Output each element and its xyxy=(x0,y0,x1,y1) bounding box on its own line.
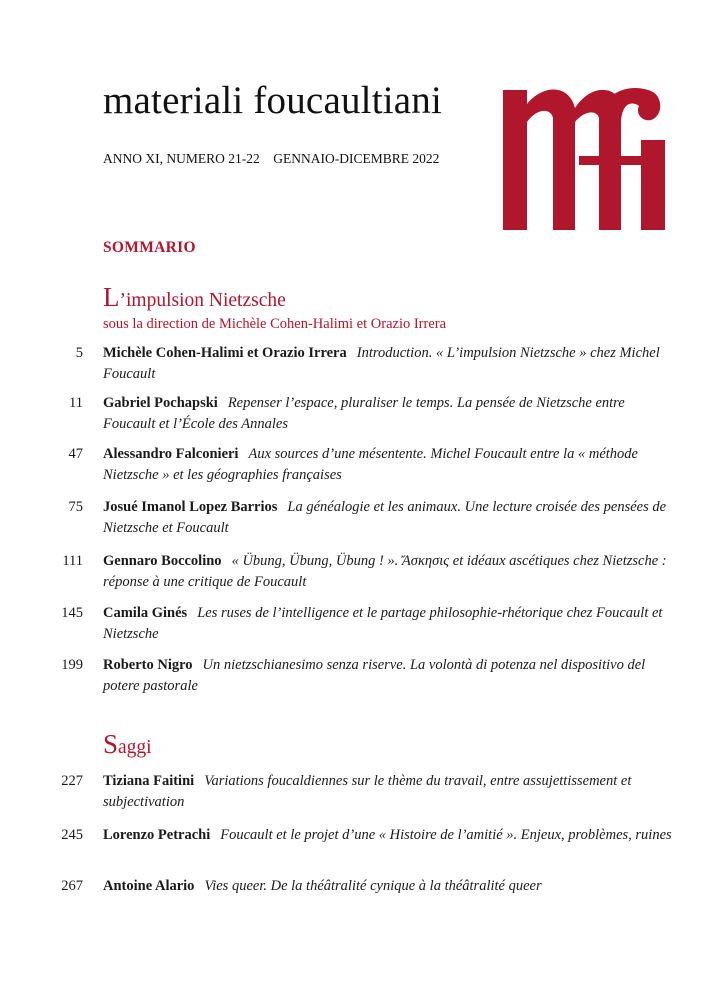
page-number: 5 xyxy=(75,345,83,361)
section-title-rest: ’impulsion Nietzsche xyxy=(119,290,286,311)
section-title-saggi xyxy=(103,729,152,760)
entry-title: Aux sources d’une mésentente. Michel Foucault entre la « méthode Nietzsche » et les géographies françaises xyxy=(103,446,638,483)
sommario-heading: SOMMARIO xyxy=(103,239,196,256)
section-title-impulsion xyxy=(103,282,286,313)
entry-author: Camila Ginés xyxy=(103,605,188,621)
entry-author: Michèle Cohen-Halimi et Orazio Irrera xyxy=(103,345,347,361)
section-title-initial: L xyxy=(103,282,120,312)
page-number: 75 xyxy=(68,499,83,515)
entry-title: « Übung, Übung, Übung ! ». Ἄσκησις et idéaux ascétiques chez Nietzsche : réponse à une critique de Foucault xyxy=(103,553,667,590)
section-subtitle: sous la direction de Michèle Cohen-Halimi et Orazio Irrera xyxy=(103,316,447,332)
entry-author: Alessandro Falconieri xyxy=(103,446,239,462)
page-number: 245 xyxy=(61,827,83,843)
entry-title: Variations foucaldiennes sur le thème du travail, entre assujettissement et subjectivation xyxy=(103,773,632,810)
entry-title: La généalogie et les animaux. Une lecture croisée des pensées de Nietzsche et Foucault xyxy=(103,499,667,536)
page-number: 199 xyxy=(61,657,83,673)
entry-author: Roberto Nigro xyxy=(103,657,193,673)
entry-title: Vies queer. De la théâtralité cynique à la théâtralité queer xyxy=(204,878,542,894)
journal-logo xyxy=(503,82,665,230)
page-number: 227 xyxy=(61,773,83,789)
entry-author: Tiziana Faitini xyxy=(103,773,195,789)
entry-title: Les ruses de l’intelligence et le partage philosophie-rhétorique chez Foucault et Nietzsche xyxy=(103,605,663,642)
entry-title: Foucault et le projet d’une « Histoire de l’amitié ». Enjeux, problèmes, ruines xyxy=(220,827,672,843)
entry-title: Un nietzschianesimo senza riserve. La volontà di potenza nel dispositivo del potere pastorale xyxy=(103,657,646,694)
issue-line: ANNO XI, NUMERO 21-22 GENNAIO-DICEMBRE 2022 xyxy=(103,151,440,166)
page-number: 111 xyxy=(62,553,83,569)
journal-title: materiali foucaultiani xyxy=(103,79,443,122)
page-number: 11 xyxy=(69,395,83,411)
entry-title: Introduction. « L’impulsion Nietzsche » chez Michel Foucault xyxy=(103,345,660,382)
section-title-initial: S xyxy=(103,729,119,759)
section-title-rest: aggi xyxy=(118,737,152,758)
page-number: 267 xyxy=(61,878,83,894)
entry-author: Gennaro Boccolino xyxy=(103,553,222,569)
entry-author: Antoine Alario xyxy=(103,878,195,894)
page-number: 145 xyxy=(61,605,83,621)
entry-title: Repenser l’espace, pluraliser le temps. La pensée de Nietzsche entre Foucault et l’École des Annales xyxy=(103,395,625,432)
entry-author: Josué Imanol Lopez Barrios xyxy=(103,499,278,515)
page-number: 47 xyxy=(68,446,83,462)
entry-author: Gabriel Pochapski xyxy=(103,395,218,411)
entry-author: Lorenzo Petrachi xyxy=(103,827,211,843)
